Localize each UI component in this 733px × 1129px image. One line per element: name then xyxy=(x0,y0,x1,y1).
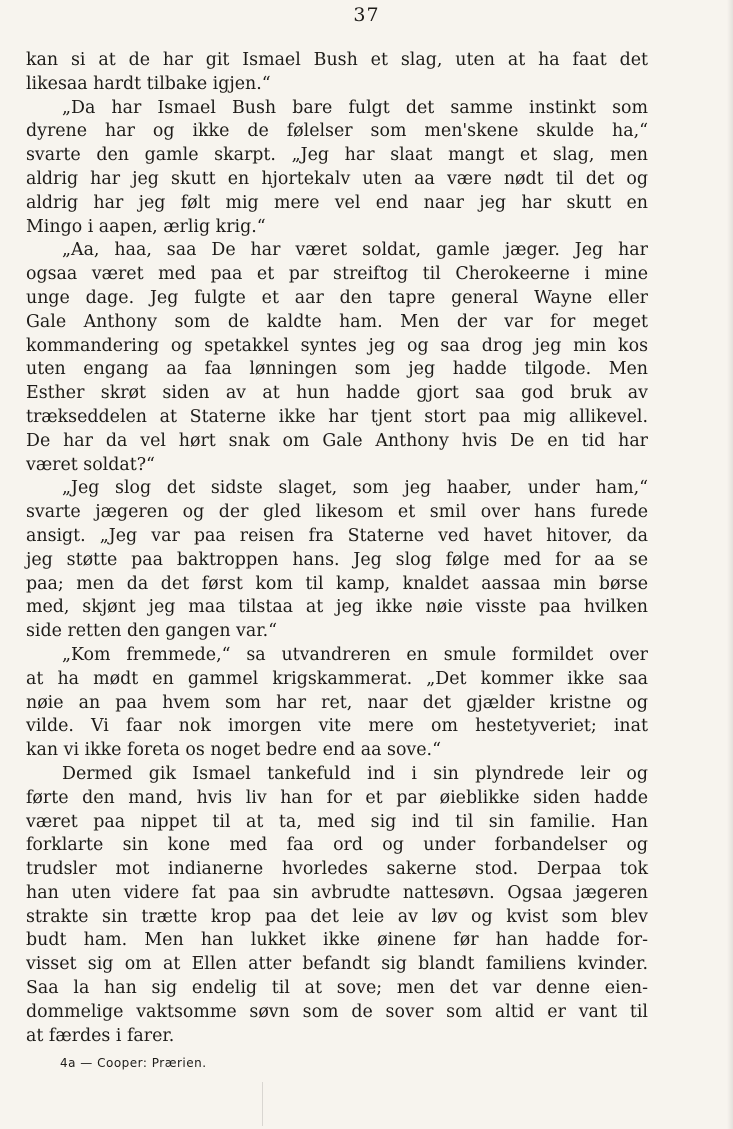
text-line: svarte jægeren og der gled likesom et smil over hans furede xyxy=(26,502,648,523)
text-line: kan vi ikke foreta os noget bedre end aa sove.“ xyxy=(26,740,441,761)
text-line: strakte sin trætte krop paa det leie av løv og kvist som blev xyxy=(26,906,648,927)
text-line: likesaa hardt tilbake igjen.“ xyxy=(26,73,271,94)
text-line: visset sig om at Ellen atter befandt sig blandt familiens kvinder. xyxy=(26,954,648,975)
text-line: Gale Anthony som de kaldte ham. Men der var for meget xyxy=(26,311,648,332)
text-line: nøie an paa hvem som har ret, naar det gjælder kristne og xyxy=(26,692,648,713)
text-line: med, skjønt jeg maa tilstaa at jeg ikke nøie visste paa hvilken xyxy=(26,597,648,618)
text-line: unge dage. Jeg fulgte et aar den tapre general Wayne eller xyxy=(26,287,648,308)
text-line: været paa nippet til at ta, med sig ind til sin familie. Han xyxy=(26,811,648,832)
text-line: Saa la han sig endelig til at sove; men det var denne eien- xyxy=(26,978,648,999)
text-line: han uten videre fat paa sin avbrudte nattesøvn. Ogsaa jægeren xyxy=(26,882,648,903)
text-line: dyrene har og ikke de følelser som men'skene skulde ha,“ xyxy=(26,121,648,142)
text-line: førte den mand, hvis liv han for et par øieblikke siden hadde xyxy=(26,787,648,808)
text-line: ogsaa været med paa et par streiftog til Cherokeerne i mine xyxy=(26,264,648,285)
text-line: at færdes i farer. xyxy=(26,1025,175,1046)
text-line: trudsler mot indianerne hvorledes sakerne stod. Derpaa tok xyxy=(26,859,648,880)
text-line: De har da vel hørt snak om Gale Anthony hvis De en tid har xyxy=(26,430,648,451)
text-line: Mingo i aapen, ærlig krig.“ xyxy=(26,216,266,237)
text-line: „Jeg slog det sidste slaget, som jeg haaber, under ham,“ xyxy=(62,478,648,499)
text-line: Esther skrøt siden av at hun hadde gjort saa god bruk av xyxy=(26,383,648,404)
text-line: vilde. Vi faar nok imorgen vite mere om hestetyveriet; inat xyxy=(26,716,648,737)
text-line: dommelige vaktsomme søvn som de sover som altid er vant til xyxy=(26,1001,648,1022)
text-line: paa; men da det først kom til kamp, knaldet aassaa min børse xyxy=(26,573,648,594)
text-line: „Da har Ismael Bush bare fulgt det samme instinkt som xyxy=(62,97,648,118)
page-number: 37 xyxy=(353,4,380,26)
text-line: aldrig har jeg følt mig mere vel end naar jeg har skutt en xyxy=(26,192,648,213)
text-line: Dermed gik Ismael tankefuld ind i sin plyndrede leir og xyxy=(62,763,648,784)
text-line: aldrig har jeg skutt en hjortekalv uten aa være nødt til det og xyxy=(26,168,648,189)
page-footer-signature: 4a — Cooper: Prærien. xyxy=(60,1056,207,1070)
body-text xyxy=(26,49,648,1048)
text-line: „Aa, haa, saa De har været soldat, gamle jæger. Jeg har xyxy=(62,240,648,261)
text-line: budt ham. Men han lukket ikke øinene før han hadde for- xyxy=(26,930,648,951)
text-line: forklarte sin kone med faa ord og under forbandelser og xyxy=(26,835,648,856)
text-line: svarte den gamle skarpt. „Jeg har slaat mangt et slag, men xyxy=(26,145,648,166)
text-line: side retten den gangen var.“ xyxy=(26,621,278,642)
text-line: været soldat?“ xyxy=(26,454,155,475)
text-line: kan si at de har git Ismael Bush et slag, uten at ha faat det xyxy=(26,50,648,70)
text-line: „Kom fremmede,“ sa utvandreren en smule formildet over xyxy=(62,644,648,665)
scan-artifact-line xyxy=(262,1082,263,1126)
text-line: uten engang aa faa lønningen som jeg hadde tilgode. Men xyxy=(26,359,648,380)
text-line: kommandering og spetakkel syntes jeg og saa drog jeg min kos xyxy=(26,335,648,356)
text-line: jeg støtte paa baktroppen hans. Jeg slog følge med for aa se xyxy=(26,549,648,570)
text-line: trækseddelen at Staterne ikke har tjent stort paa mig allikevel. xyxy=(26,406,648,427)
text-line: at ha mødt en gammel krigskammerat. „Det kommer ikke saa xyxy=(26,668,648,689)
text-line: ansigt. „Jeg var paa reisen fra Staterne ved havet hitover, da xyxy=(26,525,648,546)
page-edge-shadow xyxy=(727,0,733,1129)
